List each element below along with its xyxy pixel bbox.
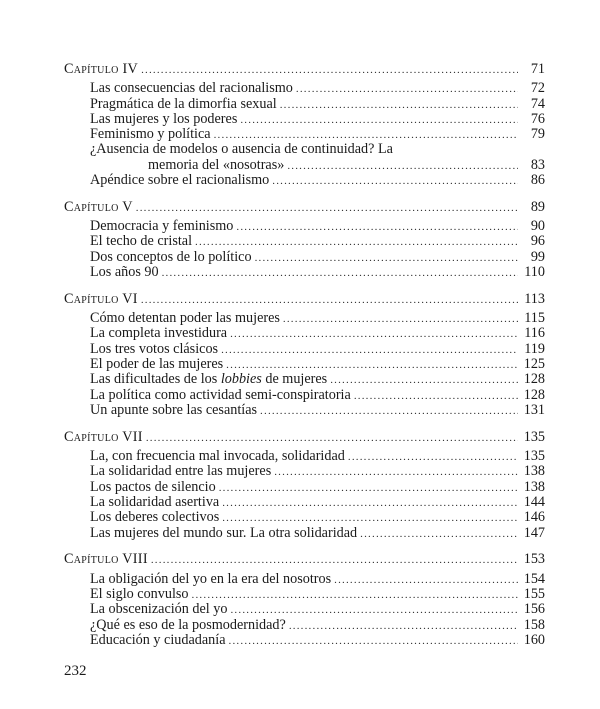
chapter-block [64, 430, 545, 541]
dot-leader [296, 82, 518, 97]
dot-leader [334, 573, 518, 588]
toc-title: Los años 90 [90, 264, 159, 281]
dot-leader [151, 553, 518, 568]
toc-title: Las mujeres y los poderes [90, 110, 238, 127]
dot-leader [255, 251, 518, 266]
toc-page-number: 74 [530, 95, 545, 112]
dot-leader [221, 343, 518, 358]
toc-title: Democracia y feminismo [90, 218, 234, 235]
toc-title: Un apunte sobre las cesantías [90, 401, 258, 418]
toc-title: memoria del «nosotras» [148, 156, 285, 173]
toc-page-number: 155 [523, 585, 545, 602]
toc-page-number: 153 [523, 551, 545, 568]
toc-page-number: 138 [523, 463, 545, 480]
toc-page-number: 110 [524, 264, 545, 281]
toc-entry [90, 526, 545, 541]
toc-title: Los pactos de silencio [90, 478, 216, 495]
toc-page-number: 99 [530, 248, 545, 265]
dot-leader [236, 220, 518, 235]
toc-entry [90, 602, 545, 617]
dot-leader [229, 634, 518, 649]
dot-leader [274, 465, 518, 480]
toc-entry [90, 342, 545, 357]
toc-title: Apéndice sobre el racionalismo [90, 172, 270, 189]
toc-title: Los tres votos clásicos [90, 340, 219, 357]
toc-page-number: 160 [523, 631, 545, 648]
toc-page-number: 116 [524, 325, 545, 342]
toc-entry [90, 587, 545, 602]
toc-title: La política como actividad semi-conspiratoria [90, 386, 351, 403]
toc-entry [90, 127, 545, 142]
toc-title: La obscenización del yo [90, 601, 228, 618]
toc-title: La, con frecuencia mal invocada, solidaridad [90, 448, 345, 465]
toc-title: La obligación del yo en la era del nosotros [90, 570, 332, 587]
toc-entry [90, 326, 545, 341]
chapter-block [64, 200, 545, 280]
chapter-block [64, 292, 545, 418]
page-number: 232 [64, 663, 87, 679]
toc-title: Pragmática de la dimorfia sexual [90, 95, 277, 112]
toc-title: El techo de cristal [90, 233, 193, 250]
table-of-contents [64, 62, 545, 660]
toc-title: Las mujeres del mundo sur. La otra solidaridad [90, 524, 358, 541]
toc-entry [90, 97, 545, 112]
toc-entry [90, 357, 545, 372]
toc-page-number: 144 [523, 493, 545, 510]
toc-title: Capítulo VI [64, 290, 138, 307]
toc-entry [90, 234, 545, 249]
toc-page-number: 96 [530, 233, 545, 250]
toc-page-number: 125 [523, 356, 545, 373]
toc-page-number: 119 [524, 340, 545, 357]
toc-entry [90, 403, 545, 418]
toc-page-number: 90 [530, 218, 545, 235]
toc-entry [90, 81, 545, 96]
toc-title: Capítulo V [64, 198, 133, 215]
italic-term: lobbies [220, 371, 262, 388]
chapter-heading [64, 430, 545, 445]
toc-page-number: 86 [530, 172, 545, 189]
toc-entry [90, 219, 545, 234]
toc-entry [148, 158, 545, 173]
toc-title: Feminismo y política [90, 126, 211, 143]
dot-leader [330, 373, 518, 388]
toc-page-number: 72 [530, 80, 545, 97]
dot-leader [348, 450, 518, 465]
toc-page-number: 76 [530, 110, 545, 127]
dot-leader [222, 496, 518, 511]
dot-leader [141, 63, 518, 78]
dot-leader [283, 312, 518, 327]
toc-title: Capítulo VIII [64, 551, 148, 568]
toc-page-number: 154 [523, 570, 545, 587]
toc-title: El poder de las mujeres [90, 356, 224, 373]
toc-entry [90, 250, 545, 265]
dot-leader [354, 389, 518, 404]
toc-entry [90, 388, 545, 403]
dot-leader [141, 293, 518, 308]
toc-page-number: 128 [523, 371, 545, 388]
dot-leader [219, 481, 518, 496]
toc-page-number: 115 [524, 310, 545, 327]
toc-page-number: 79 [530, 126, 545, 143]
toc-entry [90, 495, 545, 510]
dot-leader [260, 404, 518, 419]
dot-leader [146, 431, 518, 446]
toc-page-number: 83 [530, 156, 545, 173]
toc-title: Dos conceptos de lo político [90, 248, 252, 265]
chapter-heading [64, 292, 545, 307]
toc-title: Los deberes colectivos [90, 509, 220, 526]
toc-page-number: 89 [530, 198, 545, 215]
toc-title: La completa investidura [90, 325, 228, 342]
toc-entry [90, 572, 545, 587]
toc-title: La solidaridad asertiva [90, 493, 220, 510]
dot-leader [136, 201, 518, 216]
dot-leader [280, 98, 518, 113]
toc-page-number: 135 [523, 448, 545, 465]
toc-entry [90, 372, 545, 387]
dot-leader [192, 588, 518, 603]
chapter-block [64, 62, 545, 188]
dot-leader [272, 174, 518, 189]
toc-entry [90, 510, 545, 525]
toc-page-number: 128 [523, 386, 545, 403]
toc-entry [90, 633, 545, 648]
toc-entry-title: ¿Ausencia de modelos o ausencia de continuidad? La [90, 141, 393, 158]
toc-title: Capítulo IV [64, 61, 139, 77]
dot-leader [289, 619, 518, 634]
chapter-heading [64, 200, 545, 215]
toc-page-number: 135 [523, 428, 545, 445]
toc-title: Capítulo VII [64, 428, 143, 445]
dot-leader [230, 327, 518, 342]
chapter-heading [64, 552, 545, 567]
toc-page-number: 158 [523, 616, 545, 633]
toc-entry [90, 464, 545, 479]
chapter-block [64, 552, 545, 648]
toc-entry [90, 311, 545, 326]
toc-title: Educación y ciudadanía [90, 631, 226, 648]
toc-page-number: 146 [523, 509, 545, 526]
toc-entry [90, 480, 545, 495]
toc-page-number: 156 [523, 601, 545, 618]
toc-title: Las dificultades de los lobbies de mujeres [90, 371, 328, 388]
toc-title: La solidaridad entre las mujeres [90, 463, 272, 480]
toc-page-number: 131 [523, 401, 545, 418]
toc-page-number: 147 [523, 524, 545, 541]
toc-entry [90, 618, 545, 633]
toc-title: Cómo detentan poder las mujeres [90, 310, 280, 327]
toc-title: ¿Qué es eso de la posmodernidad? [90, 616, 286, 633]
toc-title: Las consecuencias del racionalismo [90, 80, 293, 97]
toc-entry [90, 449, 545, 464]
toc-entry [90, 112, 545, 127]
dot-leader [287, 159, 518, 174]
toc-title: El siglo convulso [90, 585, 189, 602]
toc-page-number: 138 [523, 478, 545, 495]
toc-entry [90, 173, 545, 188]
dot-leader [360, 527, 518, 542]
toc-page-number: 71 [530, 61, 545, 77]
toc-page-number: 113 [524, 290, 545, 307]
chapter-heading [64, 62, 545, 77]
toc-entry [90, 265, 545, 280]
dot-leader [162, 266, 518, 281]
dot-leader [240, 113, 518, 128]
